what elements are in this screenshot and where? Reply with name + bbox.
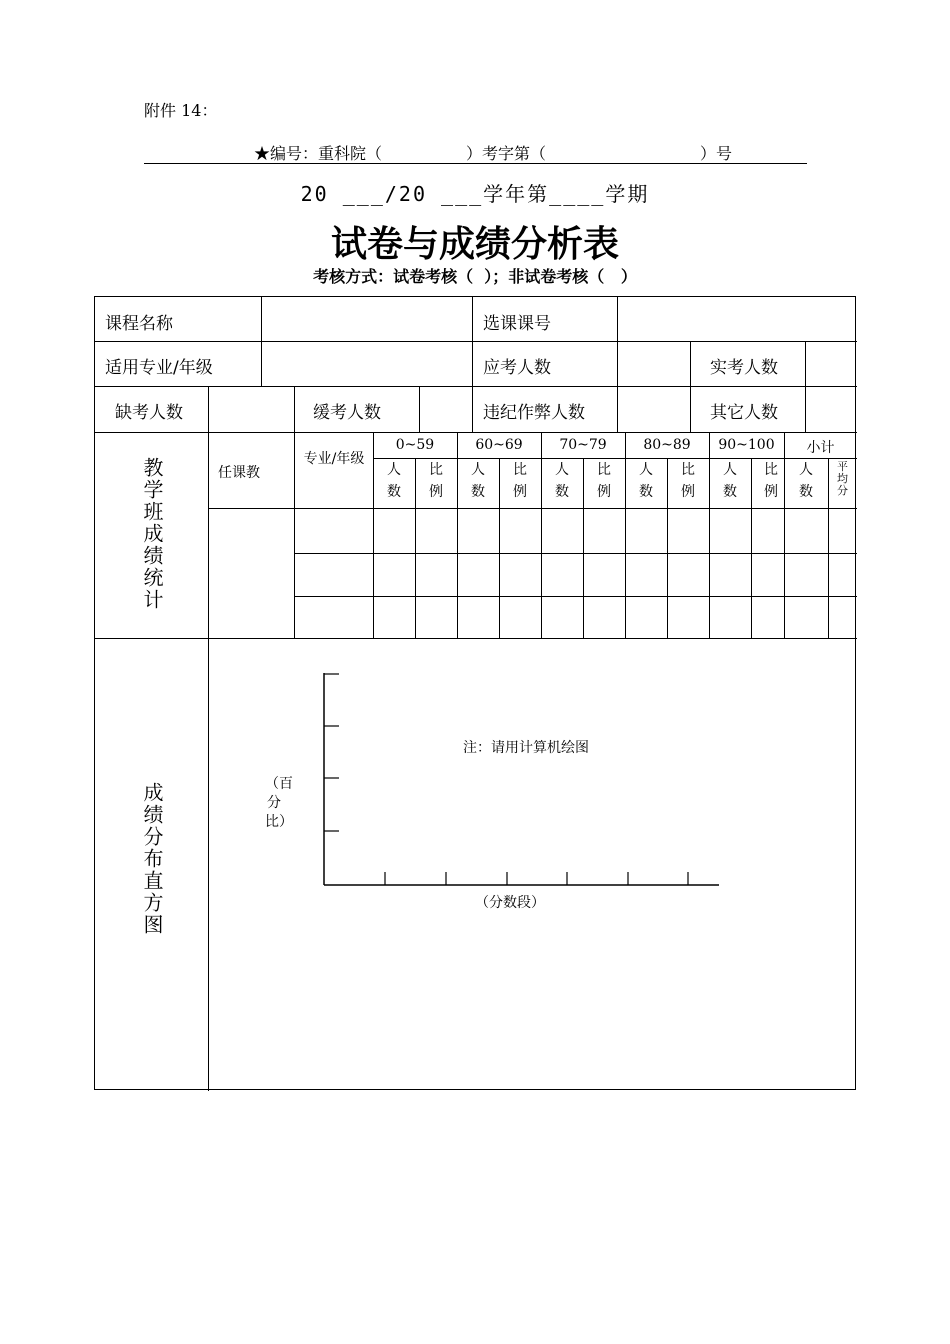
- x-axis-label: （分数段）: [475, 895, 545, 911]
- ratio-subheader: 比例: [764, 462, 778, 500]
- count-subheader: 人数: [639, 462, 653, 500]
- count-subheader: 人数: [471, 462, 485, 500]
- count-subheader: 人数: [723, 462, 737, 500]
- code-prefix: ★编号：重科院（: [254, 144, 383, 163]
- code-suffix: ）号: [700, 144, 733, 163]
- y-axis-label: （百分比）: [265, 776, 293, 830]
- page-title: 试卷与成绩分析表: [330, 224, 619, 265]
- subtotal-header: 小计: [806, 440, 835, 456]
- average-subheader: 平均分: [837, 460, 848, 497]
- expected-count-label: 应考人数: [483, 358, 551, 378]
- class-stats-label: 教学班成绩统计: [140, 457, 164, 611]
- deferred-count-label: 缓考人数: [313, 403, 381, 423]
- code-middle: ）考字第（: [466, 144, 547, 163]
- attachment-label: 附件 14：: [144, 101, 218, 120]
- other-count-label: 其它人数: [710, 403, 778, 423]
- range-header: 70~79: [559, 437, 607, 453]
- range-header: 0~59: [395, 437, 435, 453]
- range-header: 90~100: [718, 437, 775, 453]
- course-code-label: 选课课号: [483, 314, 551, 334]
- drawing-note: 注：请用计算机绘图: [463, 740, 589, 756]
- teacher-label: 任课教: [218, 465, 260, 481]
- course-name-label: 课程名称: [105, 314, 173, 334]
- range-header: 60~69: [475, 437, 523, 453]
- cheating-count-label: 违纪作弊人数: [483, 403, 585, 423]
- major-grade-col-label: 专业/年级: [303, 451, 365, 467]
- ratio-subheader: 比例: [597, 462, 611, 500]
- assessment-method: 考核方式：试卷考核（ ）；非试卷考核（ ）: [313, 267, 637, 286]
- ratio-subheader: 比例: [513, 462, 527, 500]
- count-subheader: 人数: [799, 462, 813, 500]
- range-header: 80~89: [643, 437, 691, 453]
- ratio-subheader: 比例: [429, 462, 443, 500]
- count-subheader: 人数: [555, 462, 569, 500]
- term-line: 20 ___/20 ___学年第____学期: [300, 182, 650, 206]
- code-line: [144, 141, 807, 164]
- actual-count-label: 实考人数: [710, 358, 778, 378]
- analysis-table: [94, 296, 856, 1090]
- count-subheader: 人数: [387, 462, 401, 500]
- histogram-label: 成绩分布直方图: [140, 782, 164, 936]
- absent-count-label: 缺考人数: [115, 403, 183, 423]
- major-grade-label: 适用专业/年级: [105, 358, 213, 378]
- ratio-subheader: 比例: [681, 462, 695, 500]
- histogram-axes: [315, 669, 725, 889]
